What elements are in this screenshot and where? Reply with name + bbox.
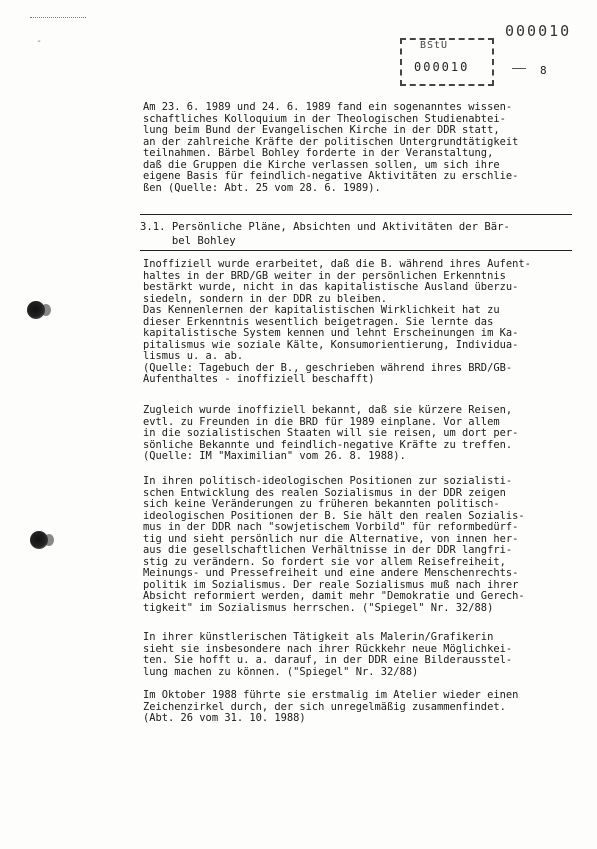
section-heading: 3.1. Persönliche Pläne, Absichten und Aktivitäten der Bär- bel Bohley	[140, 221, 510, 247]
section-rule-bottom	[140, 250, 572, 251]
section-rule-top	[140, 214, 572, 215]
scan-artifact-tick: -	[36, 36, 43, 47]
archive-stamp-number: 000010	[414, 60, 470, 74]
paragraph-2: Zugleich wurde inoffiziell bekannt, daß sie kürzere Reisen, evtl. zu Freunden in die BRD für 1989 einplane. Vor allem in die sozialistischen Staaten will sie reisen, um dort per- sönliche Bekannte und feindlich-negative Kräfte zu treffen. (Quelle: IM "Maximilian" vom 26. 8. 1988).	[143, 404, 519, 463]
punch-hole-lower-shadow	[44, 534, 54, 546]
punch-hole-upper-shadow	[41, 304, 51, 316]
intro-paragraph: Am 23. 6. 1989 und 24. 6. 1989 fand ein sogenanntes wissen- schaftliches Kolloquium in der Theologischen Studienabtei- lung beim Bund der Evangelischen Kirche in der DDR statt, an der zahlreiche Kräfte der politischen Untergrundtätigkeit teilnahmen. Bärbel Bohley forderte in der Veranstaltung, daß die Gruppen die Kirche verlassen sollen, um sich ihre eigene Basis für feindlich-negative Aktivitäten zu erschlie- ßen (Quelle: Abt. 25 vom 28. 6. 1989).	[143, 101, 519, 194]
archive-stamp-label: BStU	[420, 40, 449, 51]
paragraph-4: In ihrer künstlerischen Tätigkeit als Malerin/Grafikerin sieht sie insbesondere nach ihrer Rückkehr neue Möglichkei- ten. Sie hofft u. a. darauf, in der DDR eine Bilderausstel- lung machen zu können. ("Spiegel" Nr. 32/88)	[143, 631, 513, 678]
paragraph-3: In ihren politisch-ideologischen Positionen zur sozialisti- schen Entwicklung des realen Sozialismus in der DDR zeigen sich keine Veränderungen zu früheren bekannten politisch- ideologischen Positionen der B. Sie hält den realen Sozialis- mus in der DDR nach "sowjetischem Vorbild" für reformbedürf- tig und sieht persönlich nur die Alternative, von innen her- aus die gesellschaftlichen Verhältnisse in der DDR langfri- stig zu verändern. So fordert sie vor allem Reisefreiheit, Meinungs- und Pressefreiheit und eine andere Menschenrechts- politik im Sozialismus. Der reale Sozialismus muß nach ihrer Absicht reformiert werden, damit mehr "Demokratie und Gerech- tigkeit" im Sozialismus herrschen. ("Spiegel" Nr. 32/88)	[143, 475, 525, 615]
paragraph-5: Im Oktober 1988 führte sie erstmalig im Atelier wieder einen Zeichenzirkel durch, der sich unregelmäßig zusammenfindet. (Abt. 26 vom 31. 10. 1988)	[143, 689, 519, 725]
page-number: 8	[540, 64, 547, 77]
archive-page-number: 000010	[505, 22, 572, 40]
scan-artifact-line	[30, 17, 86, 20]
paragraph-1: Inoffiziell wurde erarbeitet, daß die B. während ihres Aufent- haltes in der BRD/GB weiter in der persönlichen Erkenntnis bestärkt wurde, nicht in das kapitalistische Ausland überzu- siedeln, sondern in der DDR zu bleiben. Das Kennenlernen der kapitalistischen Wirklichkeit hat zu dieser Erkenntnis wesentlich beigetragen. Sie lernte das kapitalistische System kennen und lehnt Erscheinungen im Ka- pitalismus wie soziale Kälte, Konsumorientierung, Individua- lismus u. a. ab. (Quelle: Tagebuch der B., geschrieben während ihres BRD/GB- Aufenthaltes - inoffiziell beschafft)	[143, 258, 531, 386]
page-number-dash	[512, 68, 526, 69]
